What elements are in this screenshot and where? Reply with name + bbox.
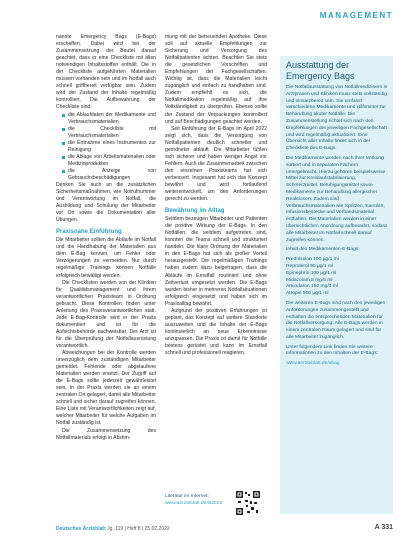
paragraph: Seitdem bezeugen Mitarbeiter und Patienten die positive Wirkung der E-Bags. In den Notfällen, die seitdem aufgetreten sind, konnten die Teams schnell und strukturiert handeln. Die klare Ordnung der Materialien in den E-Bags hat sich als großer Vorteil herausgestellt. Die regelmäßigen Trainings haben zudem dazu beigetragen, dass die Abläufe im Ernstfall routiniert und ohne Zeitverlust umgesetzt werden. Die E-Bags wurden bisher in mehreren Notfallsituationen erfolgreich eingesetzt und haben sich im Praxisalltag bewährt. [165, 216, 267, 307]
paragraph: mung mit der betreuenden Apotheke. Diese soll auf aktuelle Empfehlungen zur Sicherung und Versorgung des Notfallpatienten achten. Beachten Sie stets die gesetzlichen Vorschriften und Empfehlungen der Fachgesellschaften. Wichtig ist, dass die Materialien leicht zugänglich und einfach zu handhaben sind. Zudem empfiehlt es sich, die Notfallmedikation regelmäßig auf ihre Vollständigkeit zu überprüfen. Ebenso sollte der Zustand der Verpackungen kontrolliert und auf Beschädigungen geachtet werden. [165, 34, 267, 125]
issue-info: Jg. 119 | Heft 8 | 25.02.2022 [107, 526, 170, 532]
bullet-item: die Ablage von Arbeitsmaterialien oder Medizinprodukten [62, 154, 156, 168]
section-heading: Praxisnahe Einführung [56, 229, 122, 236]
paragraph: Abweichungen bei der Kontrolle werden unverzüglich dem zuständigen Mitarbeiter gemeldet. Fehlende oder abgelaufene Materialien werden ersetzt. Der Zugriff auf die E-Bags sollte jederzeit gewährleistet sein. In der Praxis werden sie an einem zentralen Ort gelagert, damit alle Mitarbeiter schnell und sicher darauf zugreifen können. Eine Liste mit Verantwortlichkeiten zeigt auf, welcher Mitarbeiter für welche Aufgaben im Notfall zuständig ist. [56, 350, 156, 427]
sidebar-paragraph: Die Medikamente werden nach ihrer Wirkung sortiert und in separaten Fächern untergebracht. Hierzu gehören beispielsweise Mittel zur Kreislaufstabilisierung, Schmerzmittel, Beruhigungsmittel sowie Medikamente zur Behandlung allergischer Reaktionen. Zudem sind Verbrauchsmaterialien wie Spritzen, Kanülen, Infusionsbestecke und Verbandsmaterial enthalten. Die Materialien werden in einer übersichtlichen Anordnung aufbewahrt, sodass alle Mitarbeiter im Notfall schnell darauf zugreifen können. [286, 155, 388, 243]
paragraph: Aufgrund der positiven Erfahrungen ist geplant, das Konzept auf weitere Standorte auszuweiten und die Inhalte der E-Bags kontinuierlich an neue Erkenntnisse anzupassen. Die Praxis ist damit für Notfälle bestens gerüstet und kann im Ernstfall schnell und professionell reagieren. [165, 307, 267, 357]
section-heading: Bewährung im Alltag [165, 208, 225, 215]
paragraph: Die Checklisten werden von der Kliniken für Qualitätsmanagement und ihrem verantwortlichen Praxisteam in Ordnung gebracht. Diese Kontrollen finden unter Anleitung des Praxisverantwortlichen statt. Jede E-Bag-Kontrolle wird in der Praxis dokumentiert und ist für die Aufsichtsbehörde nachweisbar. Der Arzt ist für die Überprüfung der Notfallausrüstung verantwortlich. [56, 279, 156, 349]
medication-item: Amiodaron 150 mg/3 ml [286, 284, 338, 290]
literature-link[interactable]: www.aerzteblatt.de/lit2022 [165, 500, 223, 506]
sidebar-body [286, 85, 388, 371]
bullet-item: die Checkliste mit Verbrauchsmaterialien [62, 126, 156, 140]
article-column-1 [56, 34, 156, 442]
medication-item: Epinephrin 100 µg/1 ml [286, 270, 337, 276]
page-footer [56, 526, 170, 532]
journal-name: Deutsches Ärzteblatt [56, 526, 106, 532]
paragraph: nannte Emergency Bags (E-Bags) erschaffen. Dabei wird bei der Zusammensetzung der Beutel darauf geachtet, dass er eine Checkliste mit allen notwendigen Inhaltsstoffen enthält. Die in der Checkliste aufgeführten Materialien müssen vorhanden sein und im Notfall auch schnell griffbereit verfügbar sein. Zudem wird der Zustand der Inhalte regelmäßig kontrolliert. Die Aufbewahrung der Checkliste sind: [56, 34, 156, 111]
section-label: MANAGEMENT [319, 11, 393, 20]
article-column-2 [165, 34, 267, 357]
paragraph: Denken Sie auch an die zusätzlichen Sicherheitsmaßnahmen, wie Notrufnummer und Verantwortung im Notfall, die Ausbildung und Schulung der Mitarbeiter vor Ort sowie die Dokumentation aller Übungen. [56, 181, 156, 224]
medication-item: Atropin 500 µg/1 ml [286, 291, 329, 297]
sidebar-paragraph: Die weiteren E-Bags sind nach den jeweiligen Anforderungen zusammengestellt und enthalten die entsprechenden Materialien für die Notfallversorgung. Alle E-Bags werden in einem zentralen Raum gelagert und sind für alle Mitarbeiter zugänglich. [286, 300, 386, 340]
sidebar-paragraph: Die Notfallausstattung von Notfallmedizinern in Arztpraxen und Kliniken muss stets vollständig und einsatzbereit sein. Sie umfasst verschiedene Medikamente und Hilfsmittel zur Behandlung akuter Notfälle. Die Zusammenstellung richtet sich nach den Empfehlungen der jeweiligen Fachgesellschaft und wird regelmäßig aktualisiert. Eine Übersicht aller Inhalte findet sich in der Checkliste des E-Bags. [286, 85, 388, 152]
literature-box [165, 466, 269, 518]
paragraph: Seit Einführung der E-Bags im April 2022 zeigt sich, dass die Versorgung von Notfallpatienten deutlich schneller und geordneter abläuft. Die Mitarbeiter fühlen sich sicherer und haben weniger Angst vor Fehlern. Auch die Zusammenarbeit zwischen den einzelnen Praxisteams hat sich verbessert. Insgesamt hat sich das Konzept bewährt und wird fortlaufend weiterentwickelt, um den Anforderungen gerecht zu werden. [165, 125, 267, 203]
sidebar-link[interactable]: www.aerzteblatt.de/ebag [286, 361, 340, 367]
medication-item: Midazolam 5 mg/5 ml [286, 277, 333, 283]
bullet-item: die Ablaufdaten der Medikamente und Verbrauchsmaterialien [62, 112, 156, 126]
literature-caption [165, 494, 230, 507]
medication-item: Reproterol 90 µg/1 ml [286, 263, 334, 269]
literature-label: Literatur im Internet: [165, 494, 209, 499]
qr-code-icon[interactable] [235, 490, 261, 516]
bullet-item: die Entnahme eines Instrumentes zur Reinigung [62, 140, 156, 154]
sidebar-paragraph: Unter folgendem Link finden Sie weitere Informationen zu den Inhalten der E-Bags: [286, 344, 378, 357]
info-box-sidebar [280, 56, 393, 514]
bullet-item: die Anzeige von Gebrauchsbeschädigungen [62, 168, 156, 182]
sidebar-paragraph: Inhalt des Medikamenten-E-Bags: [286, 247, 360, 253]
medication-item: Prednisolon 100 µg/1 ml [286, 257, 339, 263]
paragraph: Die Zusammensetzung des Notfallmaterials erfolgt in Abstim- [56, 427, 156, 441]
sidebar-title: Ausstattung der Emergency Bags [286, 60, 355, 81]
checklist-bullets [56, 112, 156, 182]
page-number: A 331 [374, 524, 393, 531]
medication-list [286, 257, 388, 298]
paragraph: Die Mitarbeiter sollten die Abläufe im Notfall und die Handhabung der Materialien aus dem E-Bag kennen, um Fehler oder Verzögerungen zu vermeiden. Nur durch regelmäßige Trainings können Notfälle erfolgreich bewältigt werden. [56, 237, 156, 279]
